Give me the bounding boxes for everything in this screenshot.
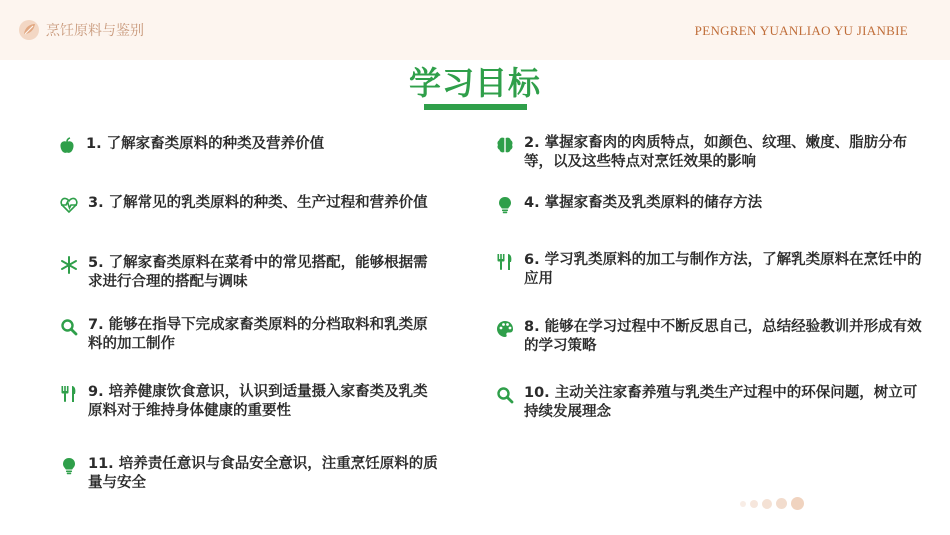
search-icon	[496, 386, 514, 404]
objective-item-1	[58, 135, 408, 155]
objective-text: 6. 学习乳类原料的加工与制作方法，了解乳类原料在烹饪中的应用	[524, 252, 922, 287]
objective-text: 4. 掌握家畜类及乳类原料的储存方法	[524, 195, 763, 211]
logo-text: 烹饪原料与鉴别	[46, 23, 144, 39]
objective-text: 7. 能够在指导下完成家畜类原料的分档取料和乳类原料的加工制作	[88, 317, 428, 352]
decorative-dots	[740, 497, 804, 510]
objective-item-11	[60, 455, 440, 493]
palette-icon	[496, 320, 514, 338]
brain-icon	[496, 136, 514, 154]
objective-text: 8. 能够在学习过程中不断反思自己，总结经验教训并形成有效的学习策略	[524, 319, 922, 354]
apple-icon	[58, 137, 76, 155]
header-bar	[0, 0, 950, 60]
leaf-logo-icon	[18, 19, 40, 41]
objective-item-5	[60, 254, 440, 292]
objective-item-10	[496, 384, 924, 422]
objective-text: 1. 了解家畜类原料的种类及营养价值	[86, 136, 325, 152]
snowflake-icon	[60, 256, 78, 274]
logo	[18, 19, 144, 41]
objective-item-9	[60, 383, 440, 421]
title-underline	[424, 104, 527, 110]
heartbeat-icon	[60, 196, 78, 214]
lightbulb-icon	[60, 457, 78, 475]
utensils-icon	[60, 385, 78, 403]
objective-text: 11. 培养责任意识与食品安全意识，注重烹饪原料的质量与安全	[88, 456, 438, 491]
page-title: 学习目标	[408, 64, 541, 102]
objective-text: 3. 了解常见的乳类原料的种类、生产过程和营养价值	[88, 195, 428, 211]
header-pinyin-title: PENGREN YUANLIAO YU JIANBIE	[694, 23, 908, 38]
objective-item-2	[496, 134, 924, 172]
objective-text: 5. 了解家畜类原料在菜肴中的常见搭配，能够根据需求进行合理的搭配与调味	[88, 255, 428, 290]
search-icon	[60, 318, 78, 336]
objective-item-7	[60, 316, 440, 354]
objective-item-4	[496, 194, 924, 214]
lightbulb-icon	[496, 196, 514, 214]
objective-item-6	[496, 251, 924, 289]
objective-text: 9. 培养健康饮食意识，认识到适量摄入家畜类及乳类原料对于维持身体健康的重要性	[88, 384, 428, 419]
objective-item-3	[60, 194, 440, 214]
objective-item-8	[496, 318, 924, 356]
objective-text: 2. 掌握家畜肉的肉质特点，如颜色、纹理、嫩度、脂肪分布等，以及这些特点对烹饪效果的影响	[524, 135, 908, 170]
utensils-icon	[496, 253, 514, 271]
objective-text: 10. 主动关注家畜养殖与乳类生产过程中的环保问题，树立可持续发展理念	[524, 385, 918, 420]
